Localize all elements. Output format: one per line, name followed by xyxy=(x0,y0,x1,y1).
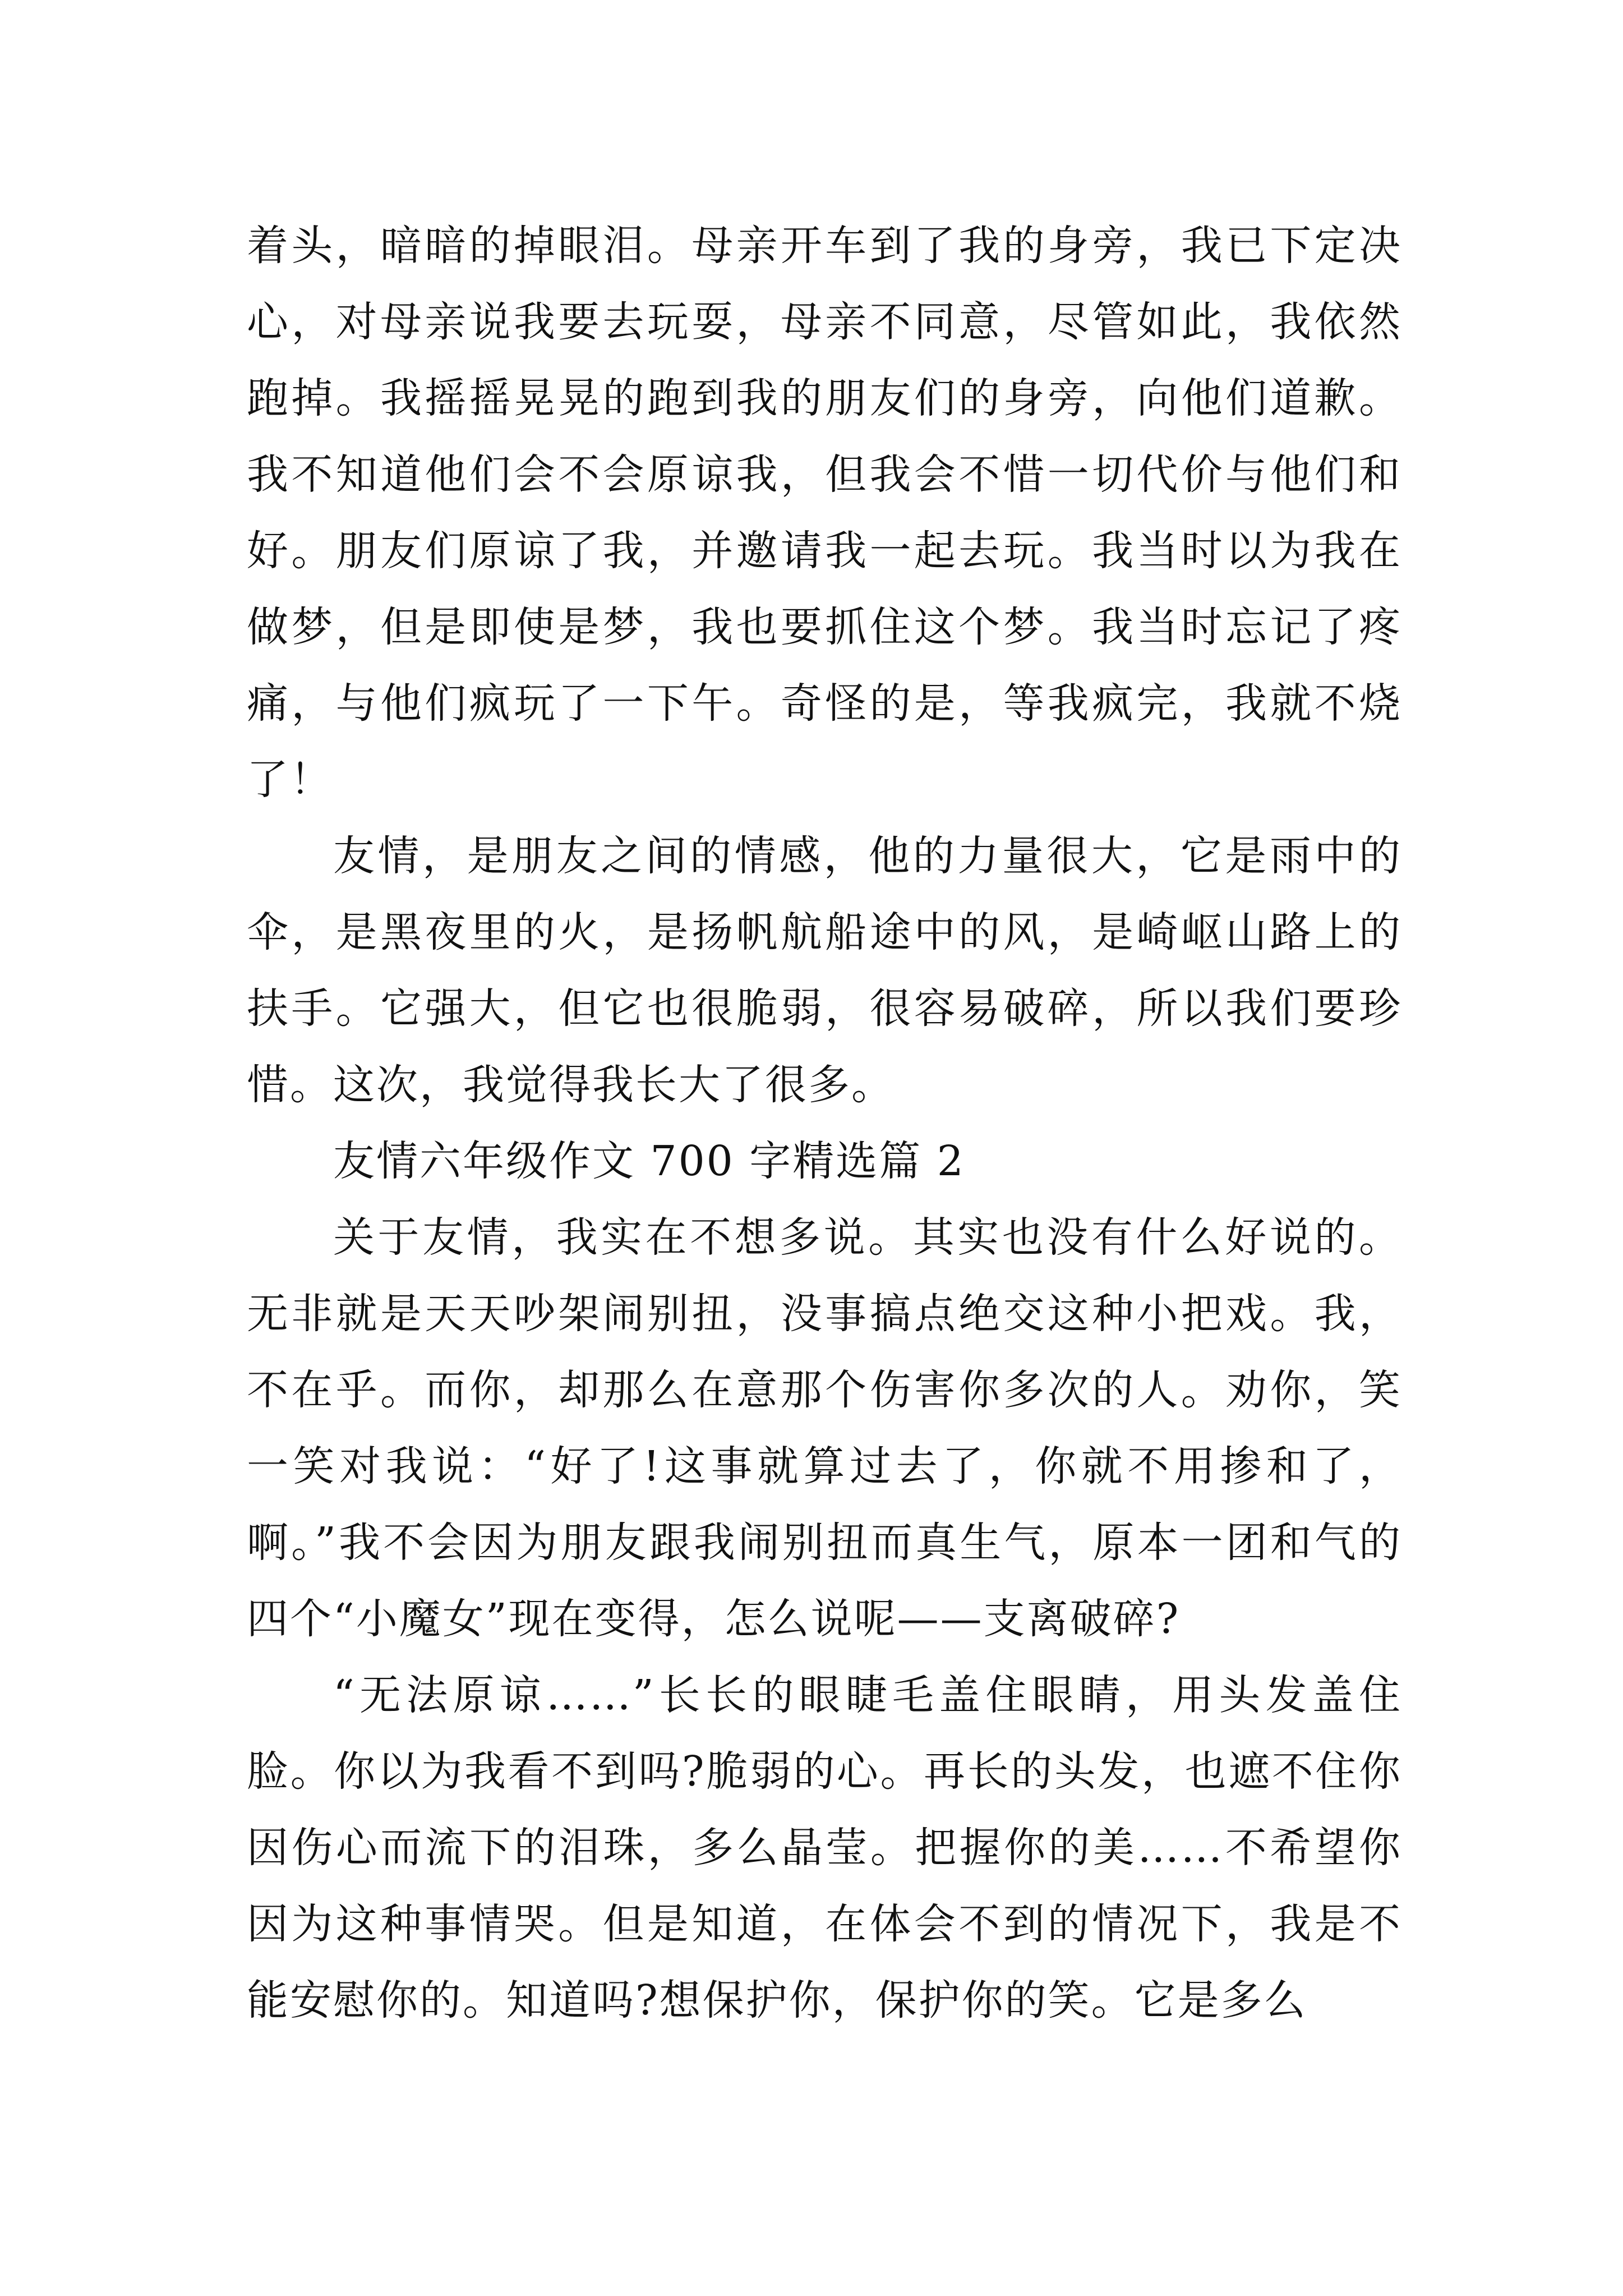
paragraph-friendship-definition: 友情，是朋友之间的情感，他的力量很大，它是雨中的伞，是黑夜里的火，是扬帆航船途中的风，是崎岖山路上的扶手。它强大，但它也很脆弱，很容易破碎，所以我们要珍惜。这次，我觉得我长大了很多。 xyxy=(247,832,1402,1109)
paragraph-continuation: 着头，暗暗的掉眼泪。母亲开车到了我的身旁，我已下定决心，对母亲说我要去玩耍，母亲不同意，尽管如此，我依然跑掉。我摇摇晃晃的跑到我的朋友们的身旁，向他们道歉。我不知道他们会不会原谅我，但我会不惜一切代价与他们和好。朋友们原谅了我，并邀请我一起去玩。我当时以为我在做梦，但是即使是梦，我也要抓住这个梦。我当时忘记了疼痛，与他们疯玩了一下午。奇怪的是，等我疯完，我就不烧了！ xyxy=(247,222,1402,804)
section-heading: 友情六年级作文 700 字精选篇 2 xyxy=(333,1137,965,1185)
body-text xyxy=(247,208,1402,2039)
paragraph-cannot-forgive: “无法原谅……”长长的眼睫毛盖住眼睛，用头发盖住脸。你以为我看不到吗?脆弱的心。再长的头发，也遮不住你因伤心而流下的泪珠，多么晶莹。把握你的美……不希望你因为这种事情哭。但是知道，在体会不到的情况下，我是不能安慰你的。知道吗?想保护你，保护你的笑。它是多么 xyxy=(247,1671,1402,2024)
paragraph-about-friendship: 关于友情，我实在不想多说。其实也没有什么好说的。无非就是天天吵架闹别扭，没事搞点绝交这种小把戏。我，不在乎。而你，却那么在意那个伤害你多次的人。劝你，笑一笑对我说：“好了!这事就算过去了，你就不用掺和了，啊。”我不会因为朋友跟我闹别扭而真生气，原本一团和气的四个“小魔女”现在变得，怎么说呢——支离破碎? xyxy=(247,1213,1402,1643)
